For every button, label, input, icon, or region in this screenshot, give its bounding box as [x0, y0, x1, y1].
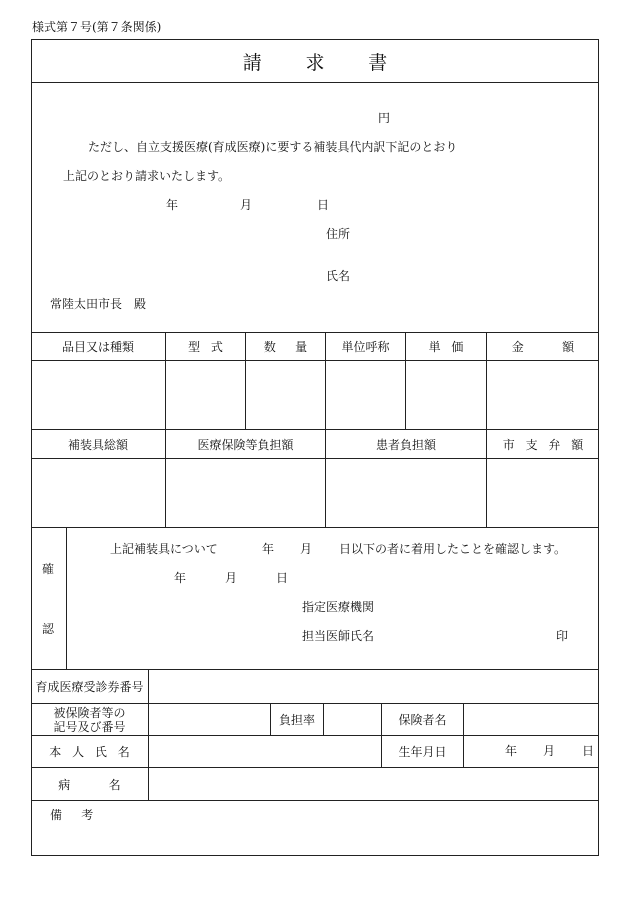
form-number: 様式第７号(第７条関係): [32, 20, 162, 34]
seal-mark: 印: [556, 629, 569, 643]
insured-number-label: 被保険者等の 記号及び番号: [53, 705, 126, 734]
confirm-date-day: 日: [276, 571, 289, 585]
header-item-type: 品目又は種類: [61, 340, 134, 354]
burden-rate-label: 負担率: [278, 713, 315, 727]
birth-date-label: 生年月日: [398, 745, 447, 759]
form-title: 請求書: [242, 51, 431, 74]
request-date-month: 月: [240, 198, 253, 212]
header-quantity: 数量: [263, 340, 327, 354]
birth-month: 月: [543, 744, 556, 758]
header-unit-name: 単位呼称: [341, 340, 390, 354]
body-line-1: ただし、自立支援医療(育成医療)に要する補装具代内訳下記のとおり: [88, 140, 458, 154]
request-date-year: 年: [166, 198, 179, 212]
header-city-payment: 市支弁額: [502, 437, 594, 452]
confirm-label-2: 認: [42, 622, 55, 636]
header-unit-price: 単価: [428, 340, 475, 354]
confirm-text-prefix: 上記補装具について: [110, 542, 218, 556]
person-name-label: 本人氏名: [49, 745, 141, 759]
header-model: 型式: [188, 340, 234, 354]
certificate-number-label: 育成医療受診券番号: [35, 680, 144, 694]
insurer-name-label: 保険者名: [398, 713, 447, 727]
header-patient-burden: 患者負担額: [375, 437, 436, 452]
confirm-date-year: 年: [174, 571, 187, 585]
institution-label: 指定医療機関: [302, 600, 375, 614]
request-date-day: 日: [317, 198, 330, 212]
body-line-2: 上記のとおり請求いたします。: [63, 169, 231, 183]
header-insurance-burden: 医療保険等負担額: [197, 437, 294, 452]
address-label: 住所: [326, 227, 351, 241]
header-amount: 金額: [511, 340, 613, 354]
name-label: 氏名: [326, 269, 351, 283]
addressee: 常陸太田市長 殿: [50, 297, 147, 311]
confirm-text-year: 年: [262, 542, 275, 556]
header-total-amount: 補装具総額: [67, 437, 128, 452]
yen-label: 円: [378, 111, 391, 125]
confirm-label-1: 確: [42, 562, 55, 576]
doctor-name-label: 担当医師氏名: [302, 629, 375, 643]
birth-year: 年: [505, 744, 518, 758]
confirm-text-suffix: 日以下の者に着用したことを確認します。: [339, 542, 567, 556]
remarks-label: 備考: [50, 808, 113, 822]
confirm-date-month: 月: [225, 571, 238, 585]
birth-day: 日: [582, 744, 595, 758]
disease-name-label: 病名: [58, 777, 160, 792]
confirm-text-month: 月: [300, 542, 313, 556]
